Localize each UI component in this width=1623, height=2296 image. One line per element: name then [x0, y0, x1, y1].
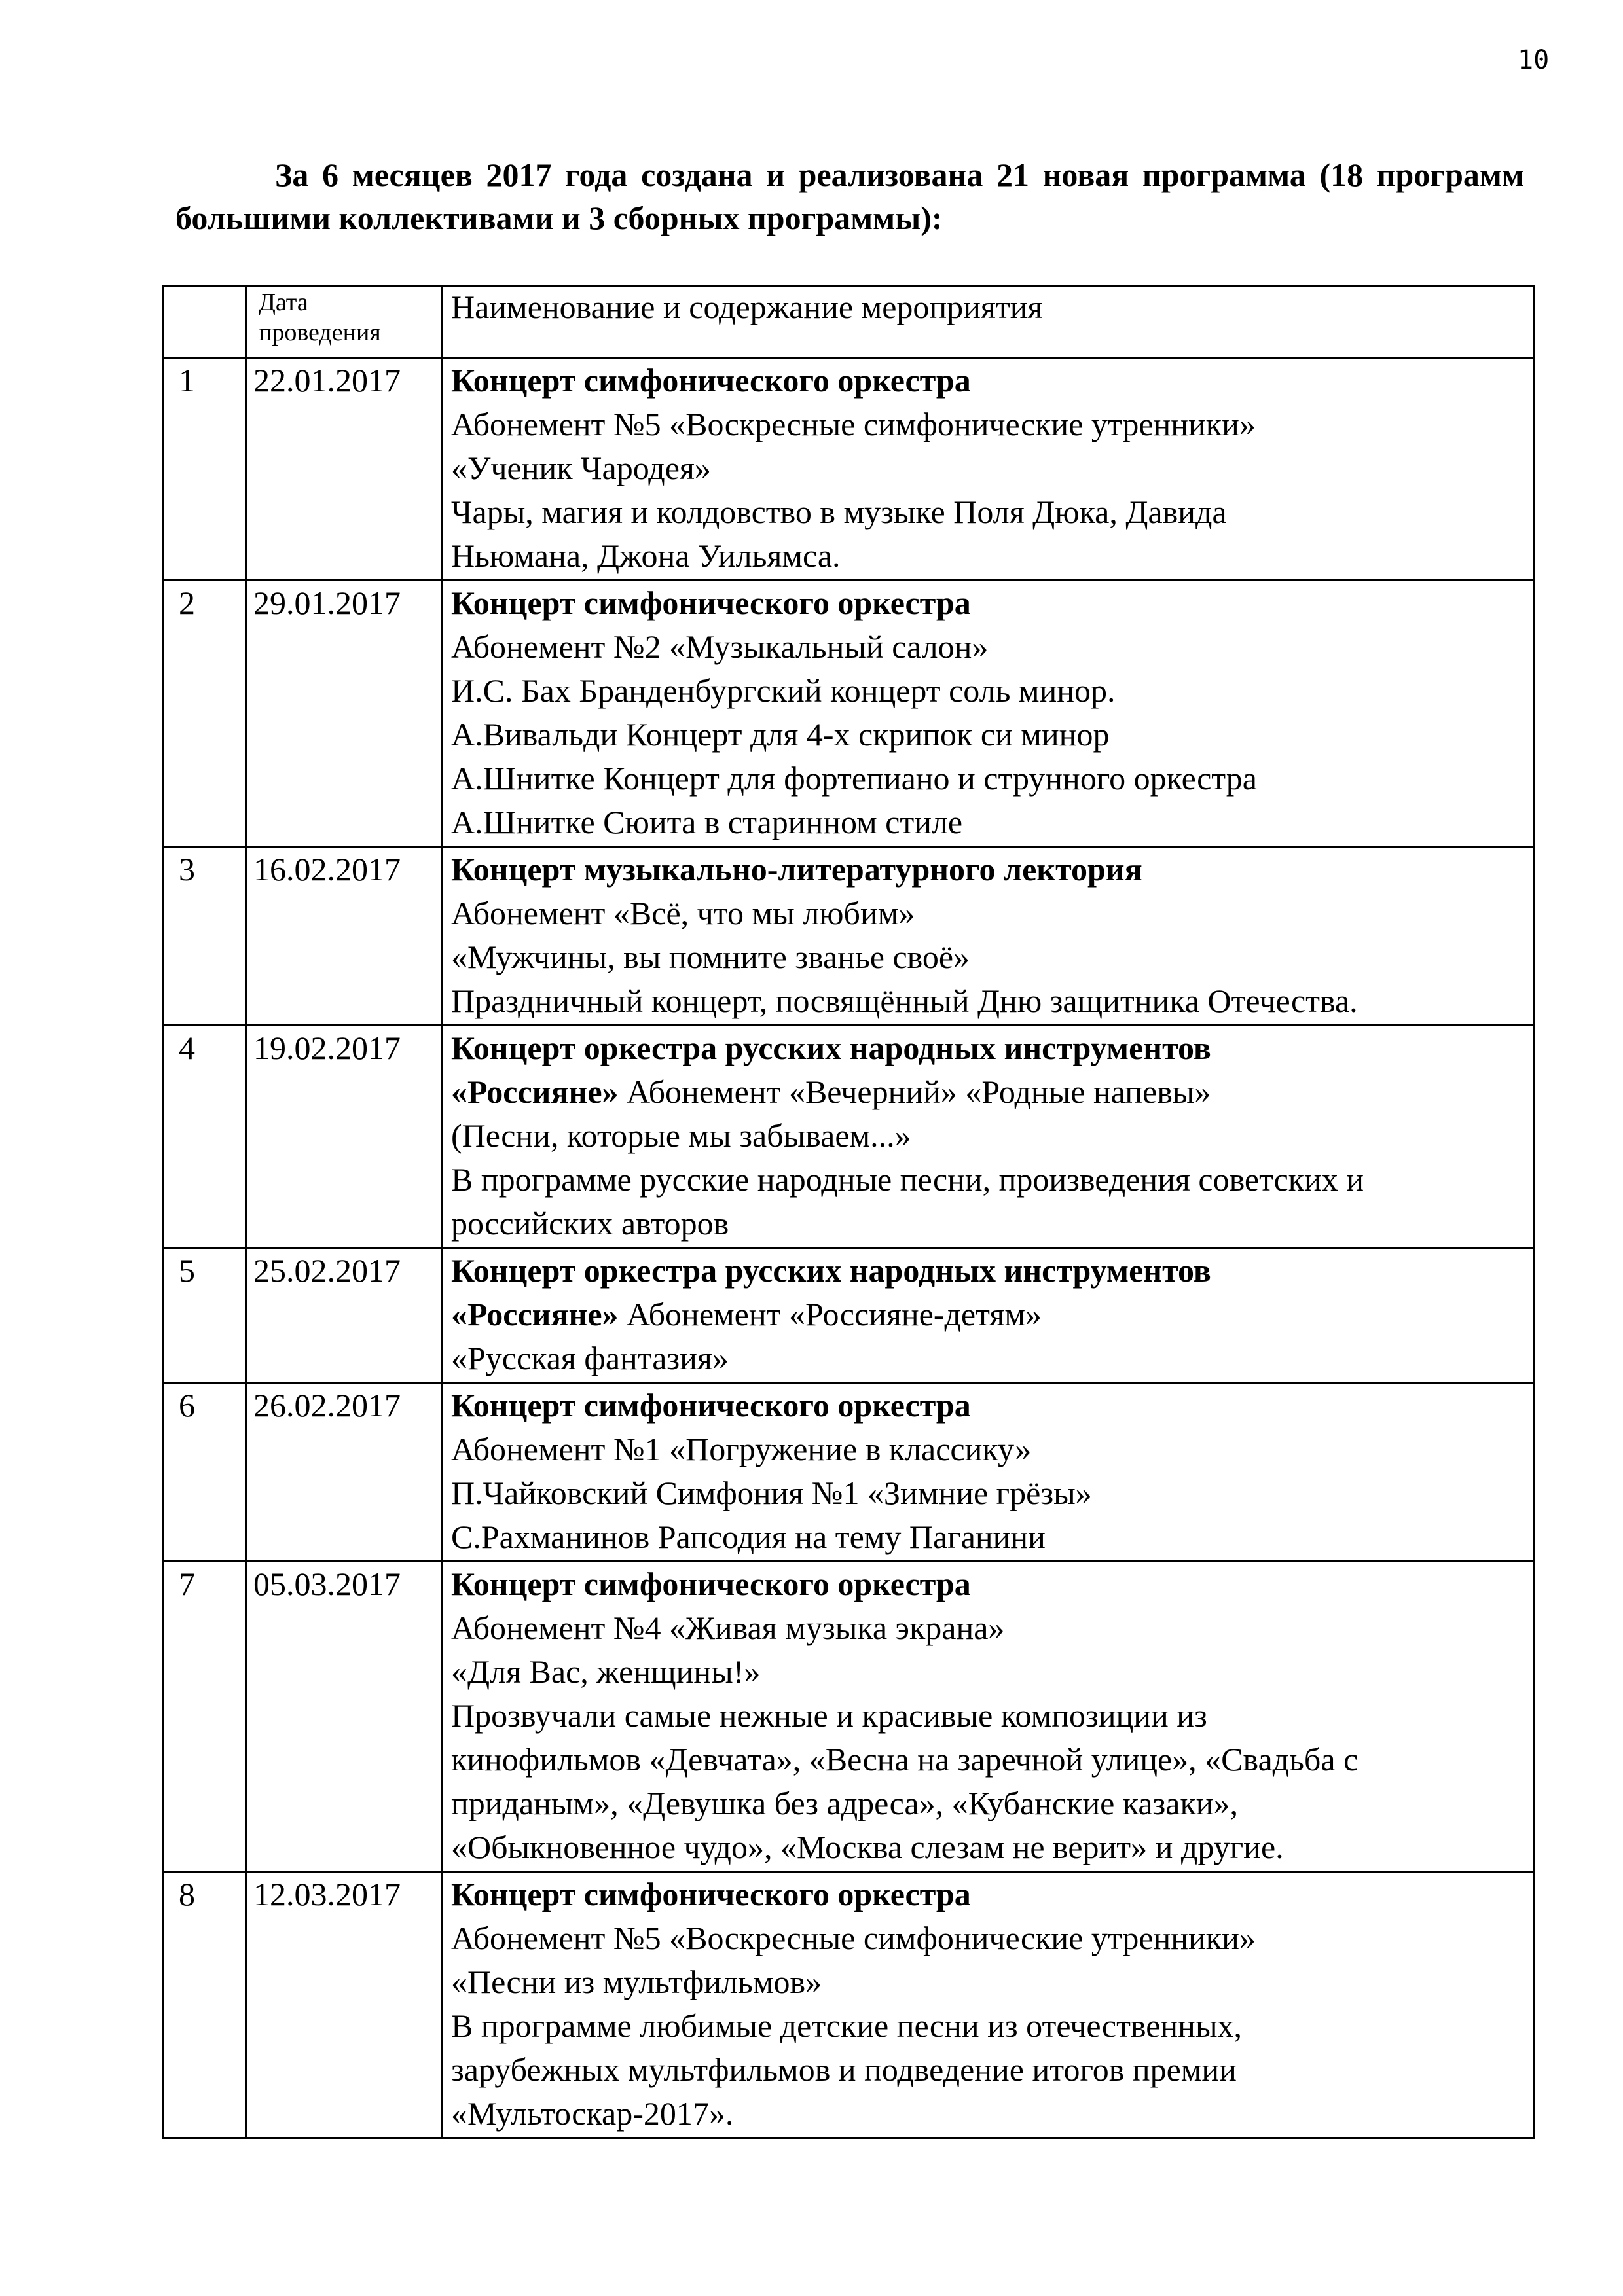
table-row [164, 358, 1534, 581]
table-row [164, 1383, 1534, 1562]
intro-paragraph: За 6 месяцев 2017 года создана и реализована 21 новая программа (18 программ большими коллективами и 3 сборных программы): [175, 156, 1524, 236]
event-detail-line: «Песни из мультфильмов» [451, 1964, 822, 2000]
event-detail-line: Прозвучали самые нежные и красивые композиции из [451, 1697, 1207, 1734]
event-detail-line: зарубежных мультфильмов и подведение итогов премии [451, 2051, 1237, 2088]
page-number: 10 [1518, 45, 1550, 75]
event-title: Концерт симфонического оркестра [451, 362, 971, 399]
row-number-cell: 2 [164, 581, 246, 847]
row-date-cell: 22.01.2017 [246, 358, 443, 581]
header-desc-cell: Наименование и содержание мероприятия [443, 287, 1534, 358]
header-date-label-line1: Дата [259, 289, 308, 316]
event-detail-line: «Ученик Чародея» [451, 450, 711, 486]
row-date-cell: 05.03.2017 [246, 1562, 443, 1872]
event-lead-line [451, 1293, 1525, 1336]
event-ensemble-name: «Россияне» [451, 1073, 619, 1110]
event-detail-line: С.Рахманинов Рапсодия на тему Паганини [451, 1518, 1046, 1555]
header-num-cell [164, 287, 246, 358]
header-date-label-line2: проведения [259, 319, 381, 346]
row-date-cell: 16.02.2017 [246, 847, 443, 1026]
table-row [164, 847, 1534, 1026]
row-description-cell [443, 1383, 1534, 1562]
row-date-cell: 26.02.2017 [246, 1383, 443, 1562]
event-detail-line: Абонемент №5 «Воскресные симфонические утренники» [451, 1920, 1256, 1956]
event-detail-line: российских авторов [451, 1205, 729, 1242]
event-detail-line: Чары, магия и колдовство в музыке Поля Дюка, Давида [451, 493, 1227, 530]
row-number-cell: 5 [164, 1248, 246, 1383]
row-date-cell: 25.02.2017 [246, 1248, 443, 1383]
row-description-cell [443, 581, 1534, 847]
event-lead-line [451, 1070, 1525, 1114]
event-detail-line: приданым», «Девушка без адреса», «Кубанские казаки», [451, 1785, 1239, 1821]
event-detail-line: Абонемент №1 «Погружение в классику» [451, 1431, 1032, 1467]
event-title: Концерт оркестра русских народных инструментов [451, 1252, 1211, 1289]
table-row [164, 1872, 1534, 2138]
row-number-cell: 4 [164, 1026, 246, 1248]
event-detail-line: Ньюмана, Джона Уильямса. [451, 537, 841, 574]
events-table [162, 285, 1535, 2139]
event-title: Концерт оркестра русских народных инструментов [451, 1030, 1211, 1066]
event-detail-line: «Русская фантазия» [451, 1340, 729, 1376]
row-date-cell: 19.02.2017 [246, 1026, 443, 1248]
event-detail-line: (Песни, которые мы забываем...» [451, 1117, 911, 1154]
row-number-cell: 6 [164, 1383, 246, 1562]
event-detail-line: А.Шнитке Сюита в старинном стиле [451, 804, 963, 840]
table-header-row [164, 287, 1534, 358]
event-detail-line: Абонемент №2 «Музыкальный салон» [451, 628, 989, 665]
event-detail-line: Абонемент №4 «Живая музыка экрана» [451, 1609, 1005, 1646]
event-detail-line: «Обыкновенное чудо», «Москва слезам не верит» и другие. [451, 1829, 1284, 1865]
event-detail-line: «Мужчины, вы помните званье своё» [451, 939, 970, 975]
header-date-cell [246, 287, 443, 358]
event-detail-line: В программе русские народные песни, произведения советских и [451, 1161, 1364, 1198]
row-date-cell: 29.01.2017 [246, 581, 443, 847]
row-description-cell [443, 1562, 1534, 1872]
event-detail-line: «Для Вас, женщины!» [451, 1653, 761, 1690]
event-lead-rest: Абонемент «Вечерний» «Родные напевы» [618, 1073, 1211, 1110]
row-description-cell [443, 1248, 1534, 1383]
table-row [164, 1562, 1534, 1872]
event-detail-line: П.Чайковский Симфония №1 «Зимние грёзы» [451, 1475, 1092, 1511]
row-description-cell [443, 1872, 1534, 2138]
event-lead-rest: Абонемент «Россияне-детям» [618, 1296, 1042, 1333]
event-detail-line: А.Шнитке Концерт для фортепиано и струнного оркестра [451, 760, 1257, 797]
row-description-cell [443, 358, 1534, 581]
table-row [164, 1026, 1534, 1248]
event-title: Концерт симфонического оркестра [451, 584, 971, 621]
event-title: Концерт симфонического оркестра [451, 1876, 971, 1912]
event-detail-line: кинофильмов «Девчата», «Весна на заречной улице», «Свадьба с [451, 1741, 1359, 1778]
event-detail-line: «Мультоскар-2017». [451, 2095, 734, 2132]
row-number-cell: 7 [164, 1562, 246, 1872]
table-row [164, 1248, 1534, 1383]
row-description-cell [443, 847, 1534, 1026]
event-detail-line: В программе любимые детские песни из отечественных, [451, 2007, 1243, 2044]
event-detail-line: Праздничный концерт, посвящённый Дню защитника Отечества. [451, 982, 1358, 1019]
table-row [164, 581, 1534, 847]
row-date-cell: 12.03.2017 [246, 1872, 443, 2138]
row-description-cell [443, 1026, 1534, 1248]
event-ensemble-name: «Россияне» [451, 1296, 619, 1333]
event-title: Концерт симфонического оркестра [451, 1387, 971, 1424]
event-title: Концерт музыкально-литературного лектория [451, 851, 1142, 888]
event-detail-line: И.С. Бах Бранденбургский концерт соль минор. [451, 672, 1116, 709]
event-detail-line: Абонемент №5 «Воскресные симфонические утренники» [451, 406, 1256, 442]
row-number-cell: 8 [164, 1872, 246, 2138]
row-number-cell: 3 [164, 847, 246, 1026]
event-title: Концерт симфонического оркестра [451, 1566, 971, 1602]
event-detail-line: А.Вивальди Концерт для 4-х скрипок си минор [451, 716, 1110, 753]
row-number-cell: 1 [164, 358, 246, 581]
event-detail-line: Абонемент «Всё, что мы любим» [451, 895, 915, 931]
